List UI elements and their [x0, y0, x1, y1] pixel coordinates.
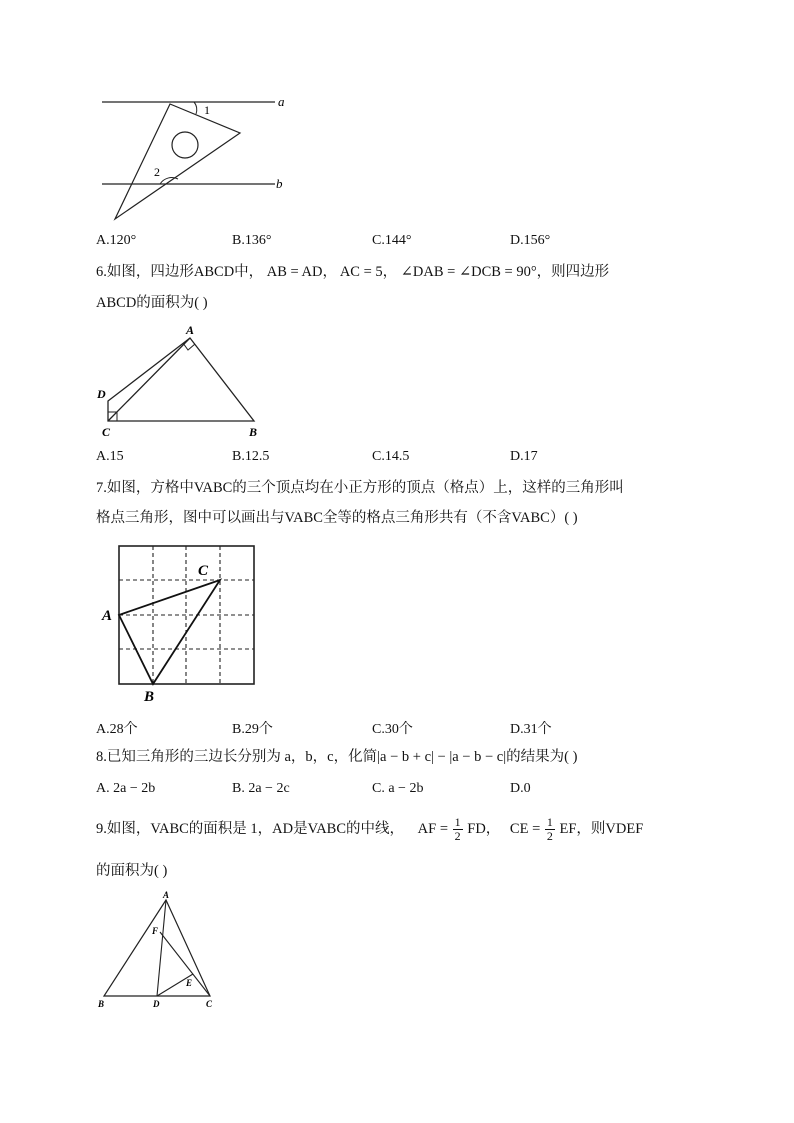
q9-label-D: D — [153, 999, 160, 1009]
q7-stem-line2: 格点三角形，图中可以画出与VABC全等的格点三角形共有（不含VABC）( ) — [96, 510, 578, 526]
q9-label-B: B — [98, 999, 105, 1009]
q7-option-c[interactable]: C.30个 — [372, 722, 413, 737]
q7-option-a[interactable]: A.28个 — [96, 722, 138, 737]
q9-ce-lhs: CE = — [509, 821, 541, 837]
q9-figure — [94, 888, 224, 1013]
q9-stem-part1: 9.如图，VABC的面积是 1，AD是VABC的中线， — [96, 821, 405, 837]
q6-label-C: C — [102, 425, 111, 439]
q6-figure — [92, 320, 272, 442]
set-square — [115, 104, 240, 219]
q6-option-a[interactable]: A.15 — [96, 449, 124, 464]
q9-frac1-den: 2 — [454, 829, 461, 844]
q7-figure — [98, 540, 268, 705]
q9-frac2-den: 2 — [546, 829, 553, 844]
q6-option-c[interactable]: C.14.5 — [372, 449, 410, 464]
q7-stem-line1: 7.如图，方格中VABC的三个顶点均在小正方形的顶点（格点）上，这样的三角形叫 — [96, 480, 624, 496]
q6-stem-line2: ABCD的面积为( ) — [96, 295, 208, 311]
quad-abcd — [108, 338, 254, 421]
q8-option-d[interactable]: D.0 — [510, 781, 531, 796]
q6-label-B: B — [249, 425, 258, 439]
q9-diagram — [94, 888, 224, 1013]
q9-frac2-num: 1 — [546, 815, 553, 830]
q9-label-E: E — [186, 978, 193, 988]
q6-option-d[interactable]: D.17 — [510, 449, 538, 464]
diagonal-ac — [108, 338, 190, 421]
q9-ce-rhs: EF，则VDEF — [559, 821, 644, 837]
q7-label-C: C — [198, 563, 209, 579]
q9-stem-line2: 的面积为( ) — [96, 863, 168, 879]
q9-frac1-num: 1 — [454, 815, 461, 830]
q5-figure — [90, 88, 300, 223]
q5-option-a[interactable]: A.120° — [96, 233, 137, 248]
q7-option-d[interactable]: D.31个 — [510, 722, 552, 737]
q6-option-b[interactable]: B.12.5 — [232, 449, 270, 464]
q9-fraction-half-1 — [453, 816, 463, 843]
q5-label-b: b — [276, 176, 283, 191]
q8-option-c[interactable]: C. a − 2b — [372, 781, 424, 796]
q5-label-2: 2 — [154, 165, 160, 179]
q6-label-A: A — [186, 323, 195, 337]
q9-label-A: A — [163, 890, 170, 900]
q9-label-F: F — [152, 926, 159, 936]
q8-option-a[interactable]: A. 2a − 2b — [96, 781, 156, 796]
q7-option-b[interactable]: B.29个 — [232, 722, 273, 737]
q5-option-d[interactable]: D.156° — [510, 233, 551, 248]
median-ad — [157, 900, 166, 996]
triangle-abc — [119, 580, 220, 684]
angle-1-arc — [194, 102, 197, 114]
q5-option-c[interactable]: C.144° — [372, 233, 412, 248]
q7-label-B: B — [144, 689, 155, 705]
q7-label-A: A — [102, 608, 113, 624]
q9-label-C: C — [206, 999, 213, 1009]
q8-option-b[interactable]: B. 2a − 2c — [232, 781, 290, 796]
q5-diagram — [90, 88, 300, 223]
q9-fraction-half-2 — [545, 816, 555, 843]
q6-label-D: D — [97, 387, 106, 401]
q9-stem-line1 — [96, 816, 643, 843]
angle-2-arc — [160, 178, 178, 184]
set-square-hole — [172, 132, 198, 158]
q7-grid-diagram — [98, 540, 268, 705]
q6-diagram — [92, 320, 272, 442]
q5-option-b[interactable]: B.136° — [232, 233, 272, 248]
q5-label-a: a — [278, 94, 285, 109]
grid-dashes — [119, 546, 254, 684]
q8-stem-line1: 8.已知三角形的三边长分别为 a，b，c，化简|a − b + c| − |a − b − c|的结果为( ) — [96, 749, 578, 765]
q9-af-rhs: FD， — [467, 821, 501, 837]
triangle-abc — [104, 900, 210, 996]
q9-af-lhs: AF = — [417, 821, 448, 837]
q5-label-1: 1 — [204, 103, 210, 117]
q6-stem-line1: 6.如图，四边形ABCD中， AB = AD， AC = 5， ∠DAB = ∠DCB = 90°，则四边形 — [96, 264, 610, 280]
